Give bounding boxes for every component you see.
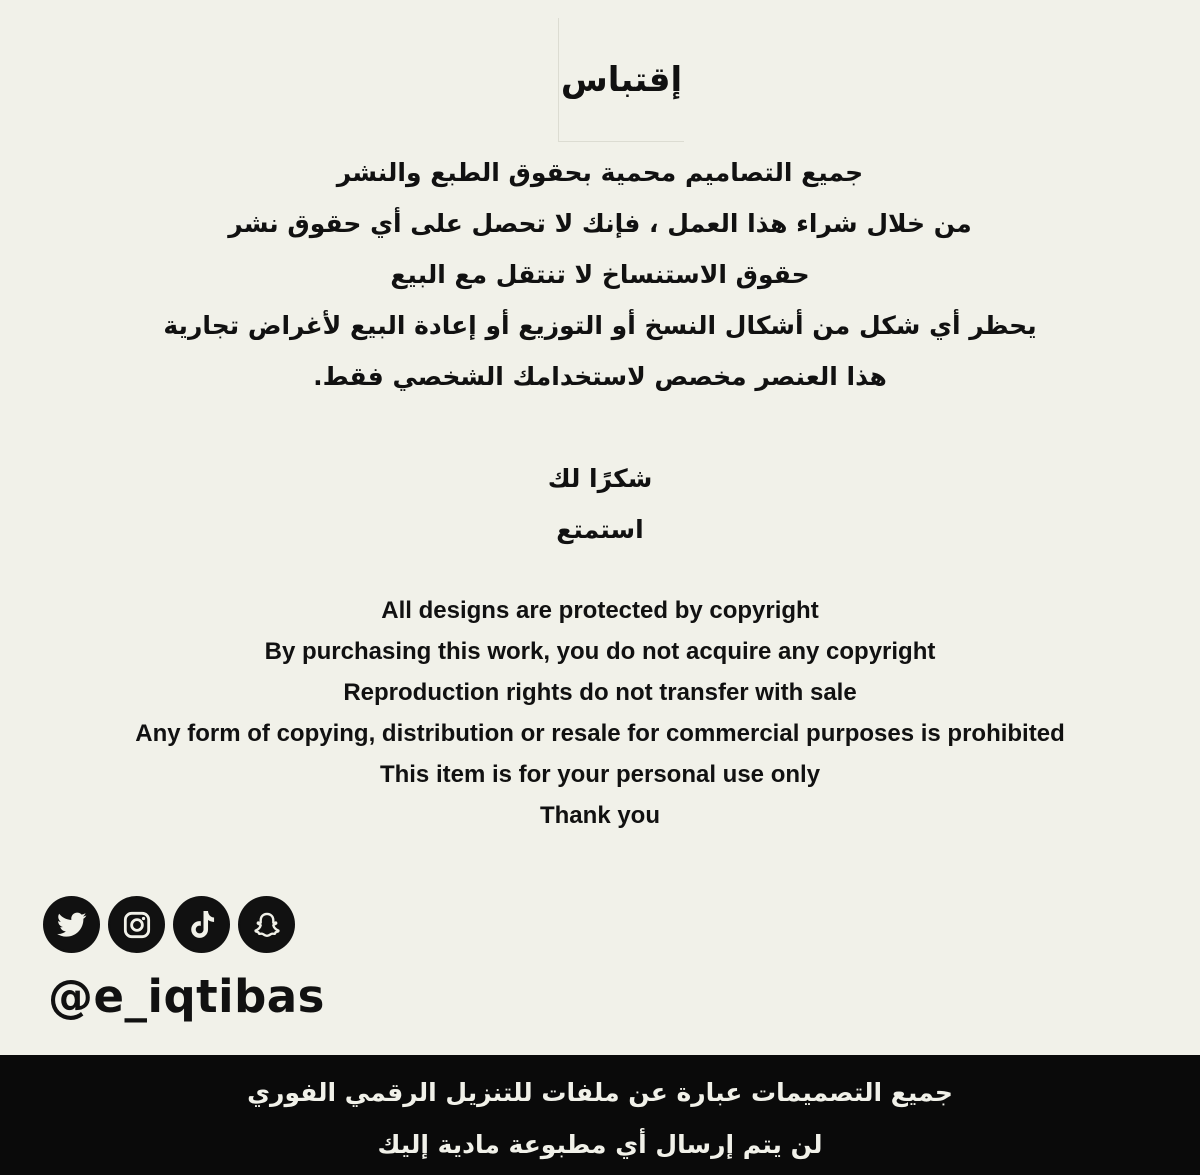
english-notice-line: Reproduction rights do not transfer with sale [343, 679, 857, 706]
twitter-icon[interactable] [45, 898, 98, 951]
arabic-notice-line: حقوق الاستنساخ لا تنتقل مع البيع [390, 260, 810, 289]
english-notice-line: Thank you [539, 802, 660, 829]
footer-banner [0, 1055, 1200, 1175]
arabic-thank-you: شكرًا لك [547, 464, 653, 493]
english-notice-line: Any form of copying, distribution or resale for commercial purposes is prohibited [135, 720, 1065, 747]
tiktok-icon[interactable] [175, 898, 228, 951]
arabic-thanks [0, 453, 1200, 555]
arabic-notice-line: جميع التصاميم محمية بحقوق الطبع والنشر [336, 158, 864, 187]
arabic-enjoy: استمتع [556, 515, 644, 544]
logo-box [558, 18, 684, 142]
arabic-notice-line: من خلال شراء هذا العمل ، فإنك لا تحصل على أي حقوق نشر [228, 209, 972, 238]
arabic-notice [0, 147, 1200, 402]
arabic-notice-line: هذا العنصر مخصص لاستخدامك الشخصي فقط. [313, 362, 887, 391]
snapchat-icon[interactable] [240, 898, 293, 951]
instagram-icon[interactable] [110, 898, 163, 951]
english-notice-line: By purchasing this work, you do not acquire any copyright [264, 638, 936, 665]
english-notice-line: This item is for your personal use only [379, 761, 821, 788]
brand-logo: إقتباس [560, 59, 683, 100]
social-icons [45, 898, 293, 951]
english-notice [0, 590, 1200, 836]
english-notice-line: All designs are protected by copyright [381, 597, 819, 624]
social-handle: @e_iqtibas [48, 970, 325, 1023]
footer-line: جميع التصميمات عبارة عن ملفات للتنزيل الرقمي الفوري [247, 1078, 953, 1107]
arabic-notice-line: يحظر أي شكل من أشكال النسخ أو التوزيع أو إعادة البيع لأغراض تجارية [163, 311, 1037, 340]
footer-line: لن يتم إرسال أي مطبوعة مادية إليك [377, 1130, 823, 1159]
